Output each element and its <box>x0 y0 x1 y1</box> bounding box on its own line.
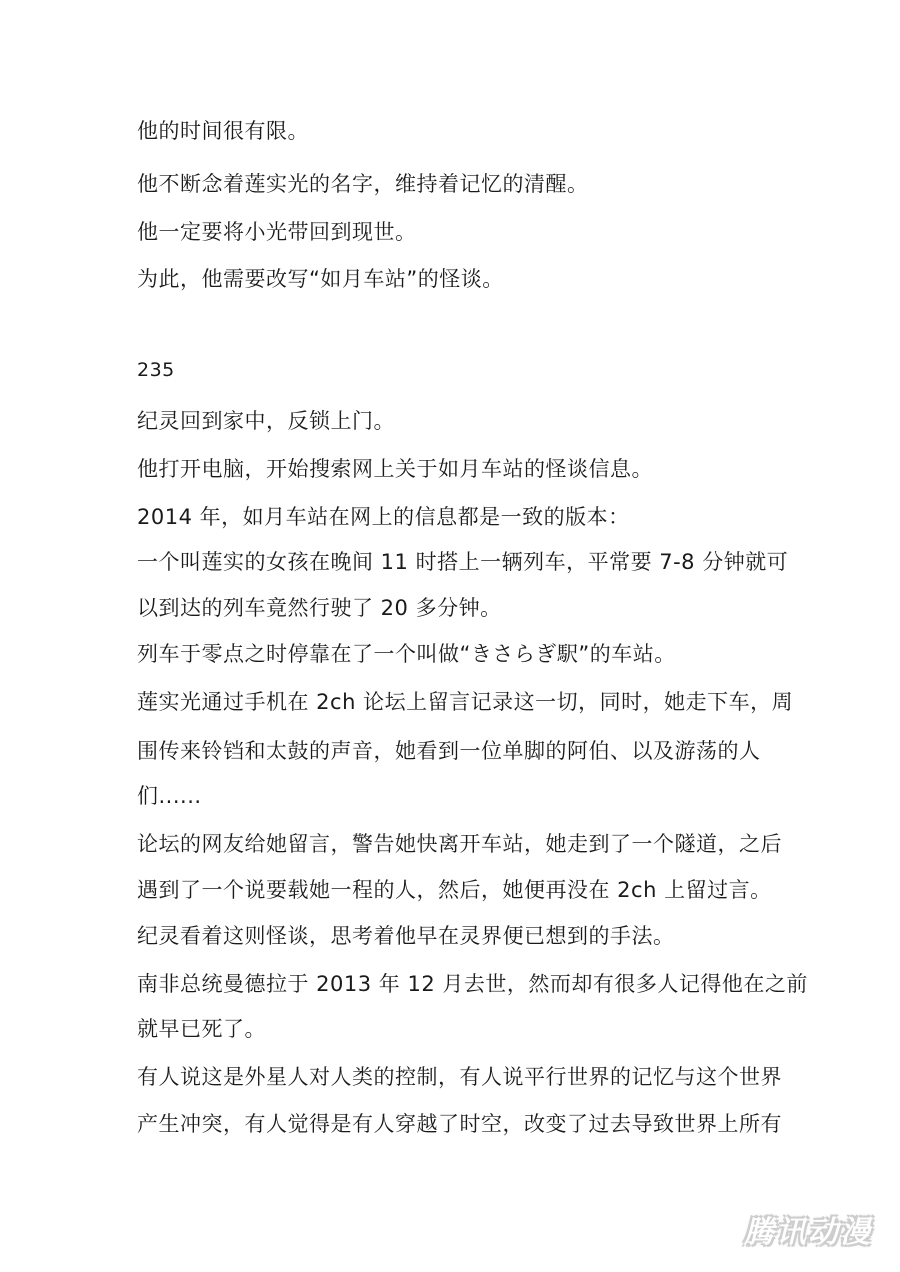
text-line: 产生冲突，有人觉得是有人穿越了时空，改变了过去导致世界上所有 <box>137 1112 782 1136</box>
chapter-number: 235 <box>137 359 175 381</box>
text-line: 一个叫莲实的女孩在晚间 11 时搭上一辆列车，平常要 7-8 分钟就可 <box>137 550 789 574</box>
text-line: 围传来铃铛和太鼓的声音，她看到一位单脚的阿伯、以及游荡的人 <box>137 739 761 763</box>
text-line: 们...... <box>137 784 202 808</box>
text-line: 他一定要将小光带回到现世。 <box>137 220 417 244</box>
watermark-logo: 腾讯动漫 <box>744 1215 872 1250</box>
text-line: 他打开电脑，开始搜索网上关于如月车站的怪谈信息。 <box>137 457 653 481</box>
text-line: 他不断念着莲实光的名字，维持着记忆的清醒。 <box>137 172 589 196</box>
text-line: 遇到了一个说要载她一程的人，然后，她便再没在 2ch 上留过言。 <box>137 878 772 902</box>
text-line: 2014 年，如月车站在网上的信息都是一致的版本： <box>137 505 630 529</box>
text-line: 为此，他需要改写“如月车站”的怪谈。 <box>137 267 504 291</box>
text-line: 纪灵看着这则怪谈，思考着他早在灵界便已想到的手法。 <box>137 924 675 948</box>
text-line: 以到达的列车竟然行驶了 20 多分钟。 <box>137 596 502 620</box>
text-line: 论坛的网友给她留言，警告她快离开车站，她走到了一个隧道，之后 <box>137 832 782 856</box>
text-line: 有人说这是外星人对人类的控制，有人说平行世界的记忆与这个世界 <box>137 1065 782 1089</box>
text-line: 纪灵回到家中，反锁上门。 <box>137 409 395 433</box>
text-line: 他的时间很有限。 <box>137 119 309 143</box>
text-line: 列车于零点之时停靠在了一个叫做“きさらぎ駅”的车站。 <box>137 642 676 666</box>
text-line: 南非总统曼德拉于 2013 年 12 月去世，然而却有很多人记得他在之前 <box>137 972 808 996</box>
text-line: 莲实光通过手机在 2ch 论坛上留言记录这一切，同时，她走下车，周 <box>137 690 794 714</box>
text-line: 就早已死了。 <box>137 1017 266 1041</box>
